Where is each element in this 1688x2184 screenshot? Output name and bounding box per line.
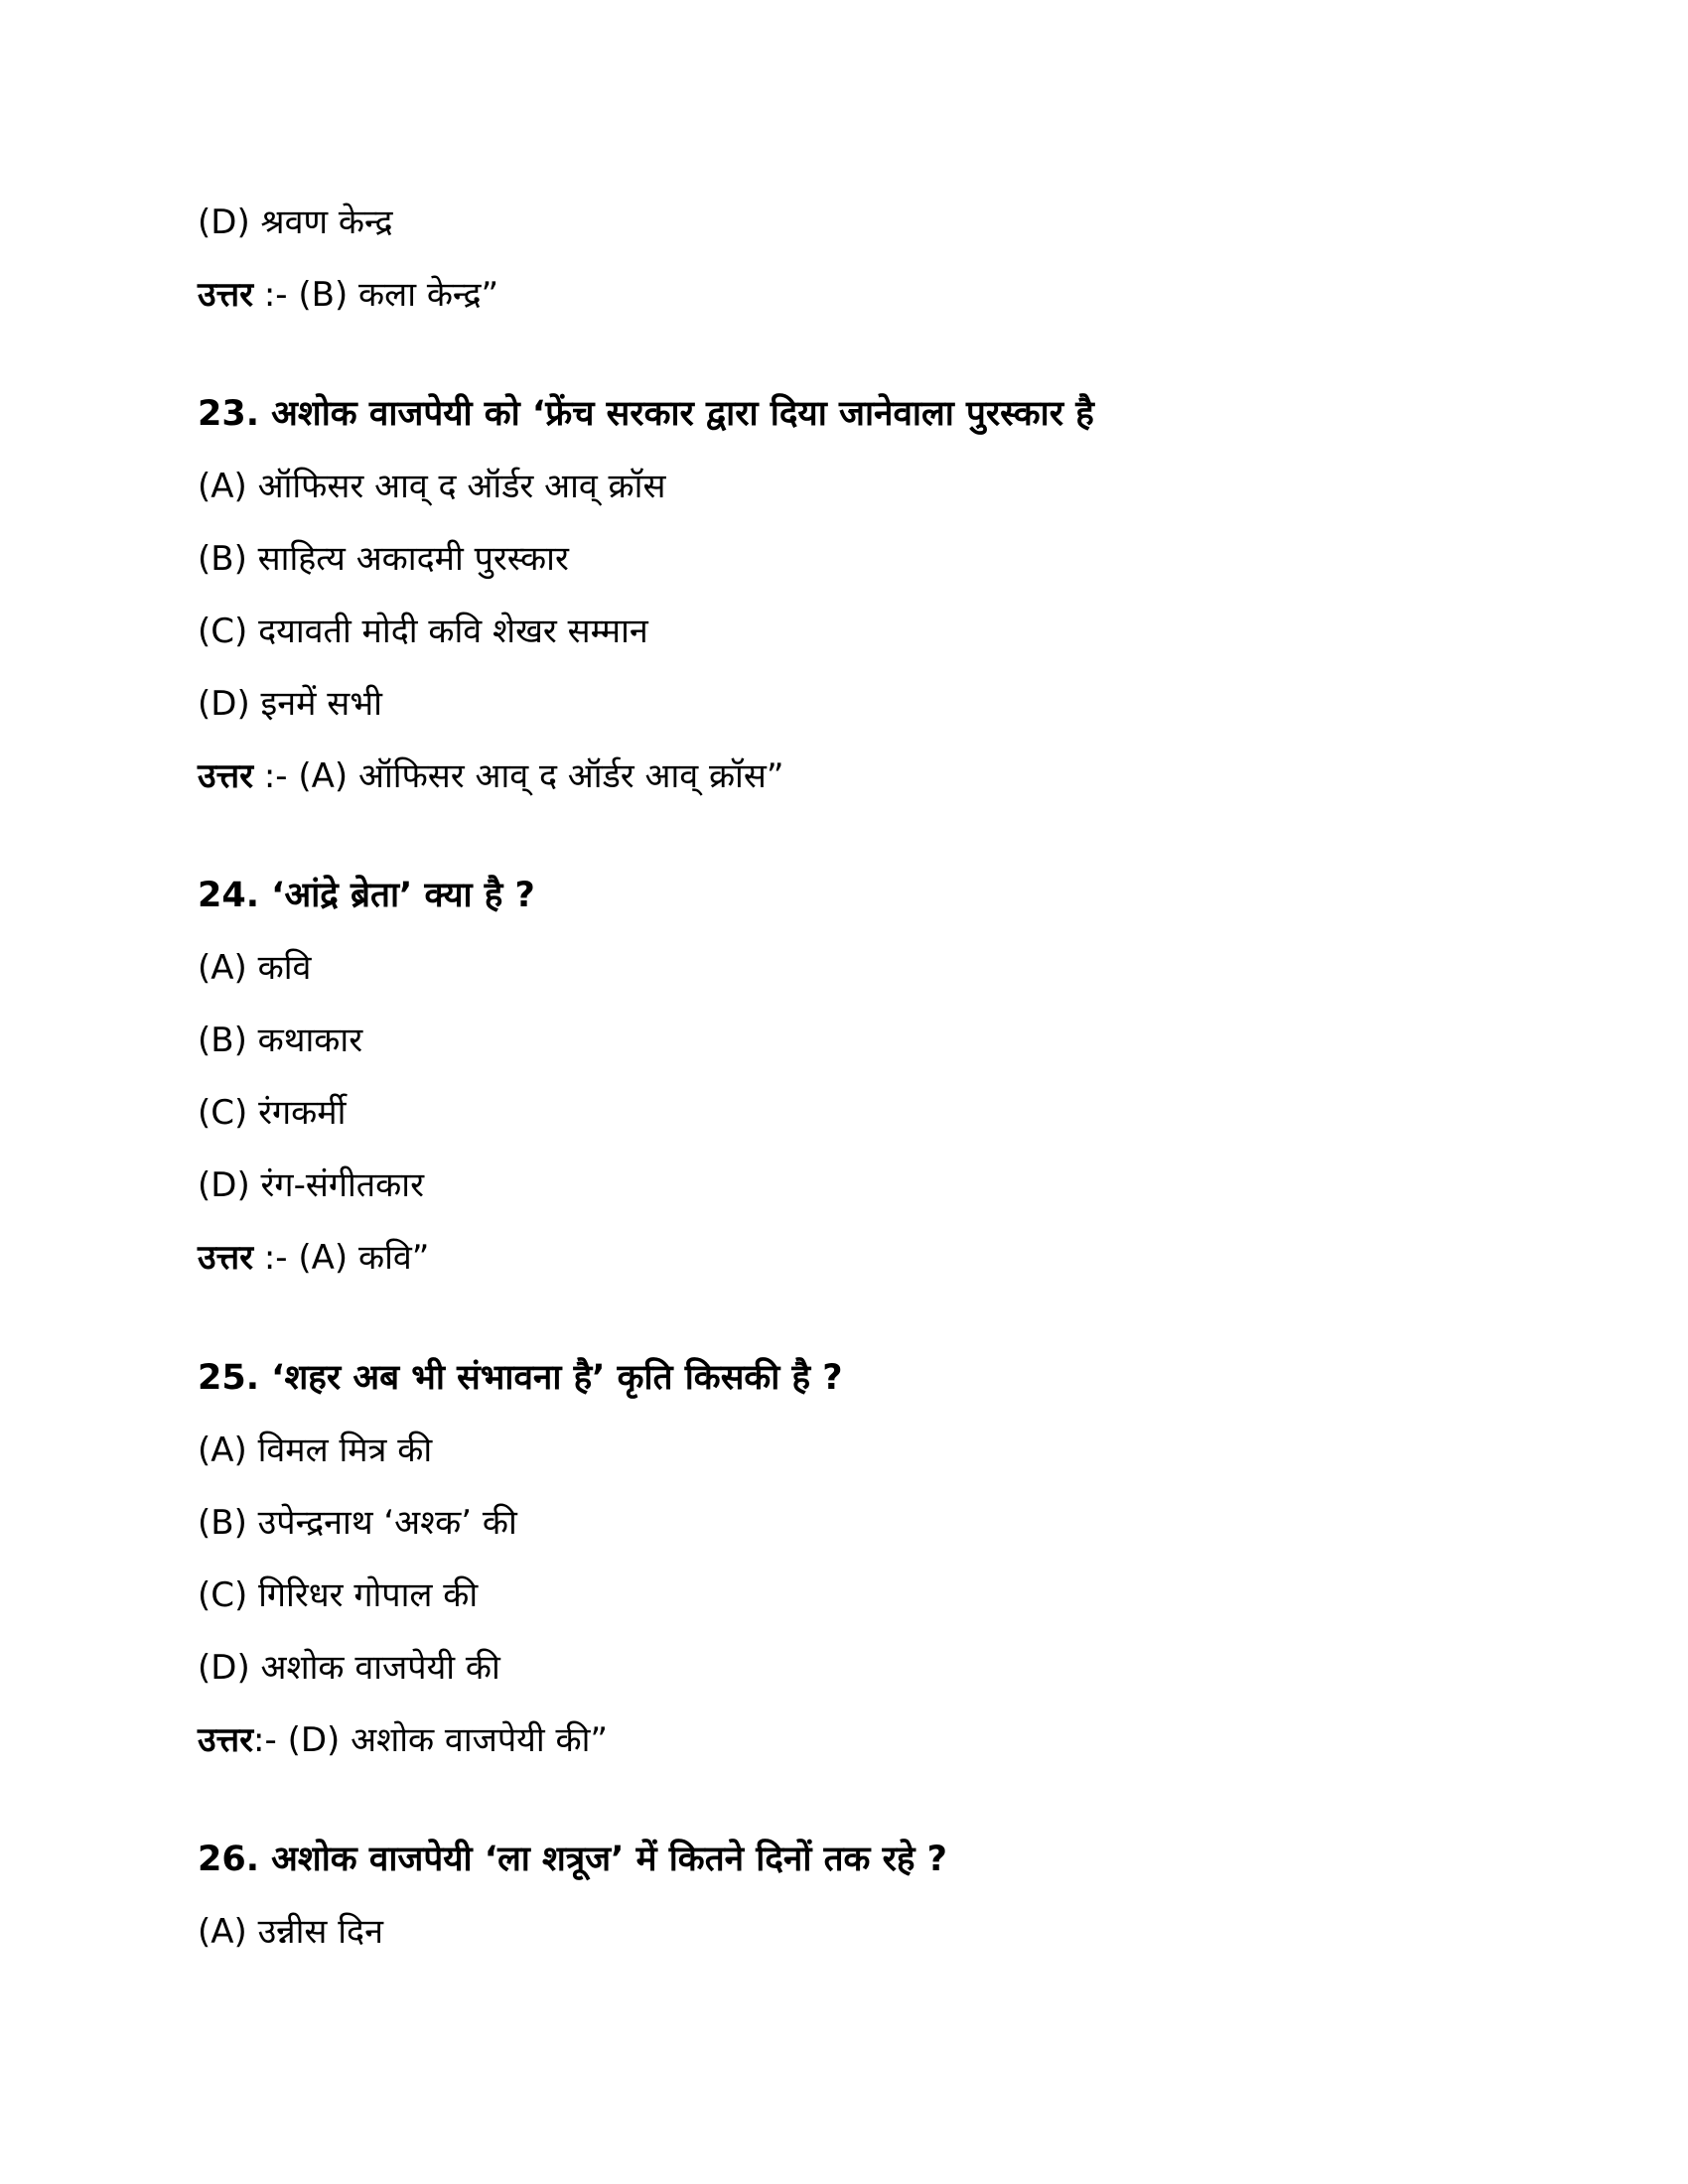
q25-question: 25. ‘शहर अब भी संभावना है’ कृति किसकी है ? bbox=[198, 1358, 843, 1398]
q23-question: 23. अशोक वाजपेयी को ‘फ्रेंच सरकार द्वारा दिया जानेवाला पुरस्कार है bbox=[198, 394, 1094, 434]
q23-option-a: (A) ऑफिसर आव् द ऑर्डर आव् क्रॉस bbox=[198, 467, 666, 506]
q22-option-d: (D) श्रवण केन्द्र bbox=[198, 203, 393, 242]
q26-question: 26. अशोक वाजपेयी ‘ला शत्रूज’ में कितने दिनों तक रहे ? bbox=[198, 1840, 947, 1879]
q25-option-a: (A) विमल मित्र की bbox=[198, 1431, 433, 1470]
answer-label: उत्तर bbox=[198, 756, 254, 796]
answer-text: :- (A) कवि” bbox=[253, 1238, 430, 1278]
answer-text: :- (A) ऑफिसर आव् द ऑर्डर आव् क्रॉस” bbox=[253, 756, 784, 796]
q24-option-c: (C) रंगकर्मी bbox=[198, 1093, 347, 1133]
q25-option-c: (C) गिरिधर गोपाल की bbox=[198, 1575, 479, 1615]
answer-text: :- (B) कला केन्द्र” bbox=[253, 275, 499, 315]
q25-option-d: (D) अशोक वाजपेयी की bbox=[198, 1648, 500, 1688]
answer-label: उत्तर bbox=[198, 1238, 254, 1278]
answer-label: उत्तर bbox=[198, 275, 254, 315]
q24-option-a: (A) कवि bbox=[198, 948, 312, 988]
q22-answer bbox=[198, 271, 498, 319]
q23-option-b: (B) साहित्य अकादमी पुरस्कार bbox=[198, 539, 569, 579]
q25-option-b: (B) उपेन्द्रनाथ ‘अश्क’ की bbox=[198, 1503, 517, 1543]
q25-answer bbox=[198, 1716, 608, 1764]
answer-text: :- (D) अशोक वाजपेयी की” bbox=[253, 1720, 609, 1760]
q23-option-d: (D) इनमें सभी bbox=[198, 684, 382, 724]
q24-option-b: (B) कथाकार bbox=[198, 1021, 363, 1060]
q24-option-d: (D) रंग-संगीतकार bbox=[198, 1165, 424, 1205]
q23-answer bbox=[198, 752, 783, 800]
answer-label: उत्तर bbox=[198, 1720, 254, 1760]
q26-option-a: (A) उन्नीस दिन bbox=[198, 1912, 383, 1952]
q24-question: 24. ‘आंद्रे ब्रेता’ क्या है ? bbox=[198, 876, 535, 915]
q24-answer bbox=[198, 1234, 429, 1282]
q23-option-c: (C) दयावती मोदी कवि शेखर सम्मान bbox=[198, 612, 648, 651]
